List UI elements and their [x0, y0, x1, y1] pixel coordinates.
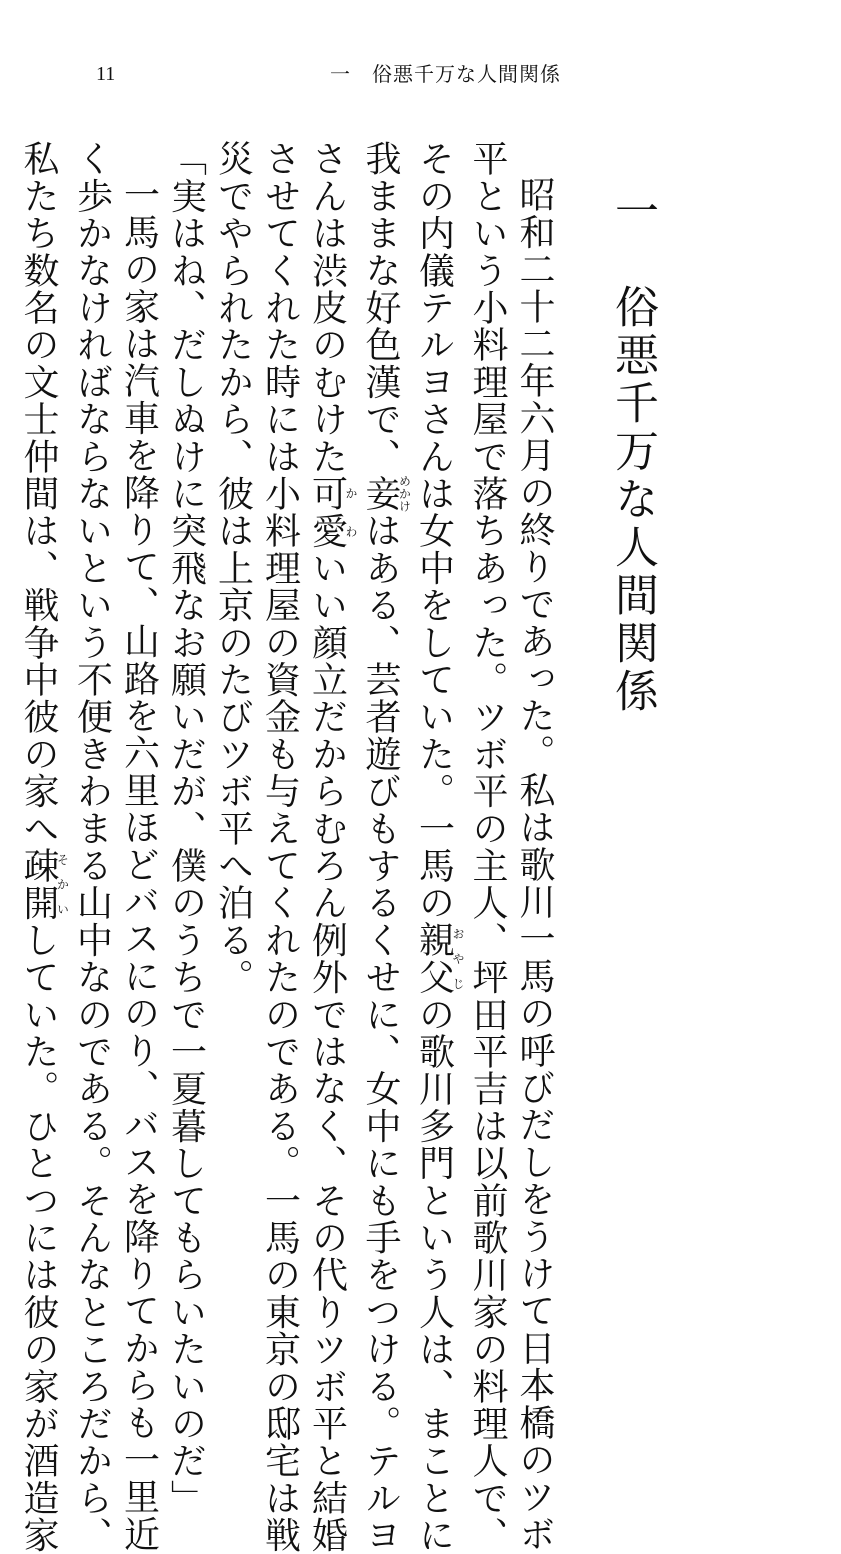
ruby-mekake [360, 474, 412, 513]
body-line-3 [411, 140, 465, 1554]
body-line-8: 「実はね、だしぬけに突飛なお願いだが、僕のうちで一夏暮してもらいたいのだ」 [165, 140, 207, 1517]
text-segment: 我ままな好色漢で、 [360, 140, 401, 475]
ruby-reading: めかけ [397, 474, 412, 512]
running-head: 一 俗悪千万な人間関係 [330, 62, 561, 86]
text-segment: いい顔立だからむろん例外ではなく、その代りツボ平と結婚 [306, 549, 348, 1554]
body-line-1: 昭和二十二年六月の終りであった。私は歌川一馬の呼びだしをうけて日本橋のツボ [514, 176, 555, 1553]
text-segment: さんは渋皮のむけた [306, 140, 348, 475]
body-line-6: させてくれた時には小料理屋の資金も与えてくれたのである。一馬の東京の邸宅は戦 [259, 140, 301, 1554]
ruby-base: 親父 [413, 921, 455, 996]
body-text [18, 140, 558, 1554]
ruby-reading: おやじ [451, 921, 465, 996]
text-segment: はある、芸者遊びもするくせに、女中にも手をつける。テルヨ [360, 512, 401, 1554]
body-line-9: 一馬の家は汽車を降りて、山路を六里ほどバスにのり、バスを降りてからも一里近 [118, 176, 160, 1553]
text-segment: していた。ひとつには彼の家が酒造家 [18, 921, 59, 1554]
ruby-base: 疎開 [18, 846, 59, 922]
text-segment: その内儀テルヨさんは女中をしていた。一馬の [413, 140, 455, 922]
ruby-reading: かわ [344, 474, 358, 550]
text-segment: 私たち数名の文士仲間は、戦争中彼の家へ [18, 140, 59, 847]
ruby-reading: そかい [55, 846, 70, 922]
ruby-base: 妾 [360, 474, 401, 513]
ruby-base: 可愛 [306, 474, 348, 550]
body-line-2: 平という小料理屋で落ちあった。ツボ平の主人、坪田平吉は以前歌川家の料理人で、 [467, 140, 508, 1554]
page-number: 11 [96, 63, 116, 85]
chapter-title: 一 俗悪千万な人間関係 [607, 188, 658, 716]
body-line-4 [357, 140, 412, 1554]
body-line-5 [304, 140, 358, 1554]
body-line-10: く歩かなければならないという不便きわまる山中なのである。そんなところだから、 [71, 140, 113, 1554]
ruby-sokai [18, 846, 70, 922]
body-line-7: 災でやられたから、彼は上京のたびツボ平へ泊る。 [212, 140, 254, 996]
ruby-kawa [306, 474, 358, 550]
ruby-oyaji [413, 921, 465, 996]
body-line-11 [15, 140, 70, 1554]
text-segment: の歌川多門という人は、まことに [413, 995, 455, 1554]
